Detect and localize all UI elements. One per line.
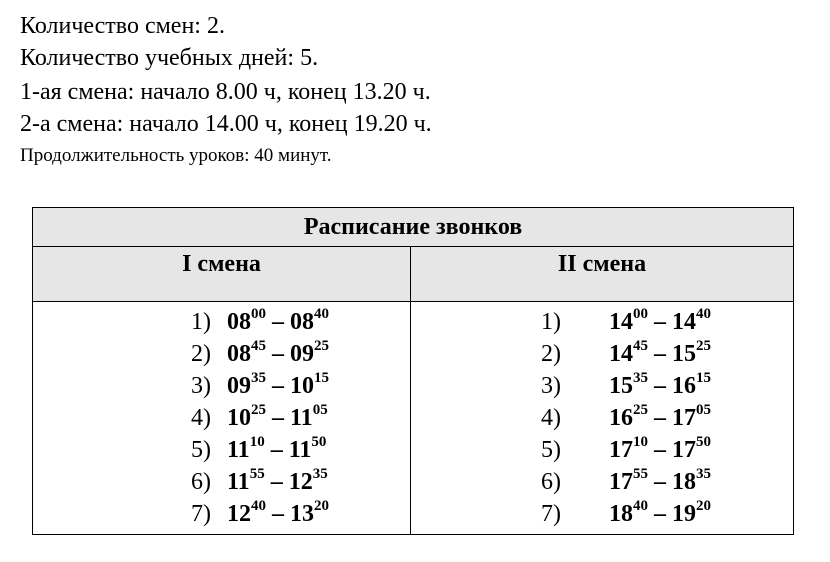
second-shift-hours-text: 2-а смена: начало 14.00 ч, конец 19.20 ч. bbox=[20, 111, 432, 137]
shift-count-text: Количество смен: 2. bbox=[20, 13, 225, 39]
end-hour: 09 bbox=[290, 341, 314, 367]
time-slot bbox=[33, 370, 410, 402]
start-hour: 11 bbox=[227, 437, 250, 463]
range-dash: – bbox=[272, 405, 284, 431]
start-minute: 40 bbox=[251, 498, 266, 514]
slot-number: 7) bbox=[191, 501, 211, 527]
end-hour: 08 bbox=[290, 309, 314, 335]
start-minute: 35 bbox=[251, 370, 266, 386]
slot-time-range bbox=[227, 370, 329, 399]
time-slot bbox=[33, 338, 410, 370]
end-minute: 50 bbox=[696, 434, 711, 450]
shift1-slot-list bbox=[33, 302, 411, 535]
end-minute: 15 bbox=[696, 370, 711, 386]
end-minute: 15 bbox=[314, 370, 329, 386]
slot-number: 3) bbox=[191, 373, 211, 399]
range-dash: – bbox=[654, 405, 666, 431]
start-hour: 17 bbox=[609, 469, 633, 495]
start-hour: 14 bbox=[609, 341, 633, 367]
slot-time-range bbox=[227, 338, 329, 367]
slot-number: 5) bbox=[191, 437, 211, 463]
school-days-text: Количество учебных дней: 5. bbox=[20, 45, 319, 71]
slot-time-range bbox=[609, 338, 711, 367]
time-slot bbox=[33, 402, 410, 434]
end-minute: 50 bbox=[311, 434, 327, 450]
table-title: Расписание звонков bbox=[33, 208, 794, 247]
end-hour: 10 bbox=[290, 373, 314, 399]
slot-time-range bbox=[227, 466, 328, 495]
end-minute: 05 bbox=[696, 402, 711, 418]
range-dash: – bbox=[654, 341, 666, 367]
start-minute: 45 bbox=[633, 338, 648, 354]
start-hour: 14 bbox=[609, 309, 633, 335]
start-hour: 08 bbox=[227, 341, 251, 367]
range-dash: – bbox=[654, 501, 666, 527]
slot-number: 1) bbox=[191, 309, 211, 335]
end-minute: 25 bbox=[696, 338, 711, 354]
end-hour: 11 bbox=[288, 437, 312, 463]
shift1-header: I смена bbox=[33, 247, 411, 302]
slot-time-range bbox=[609, 498, 711, 527]
slot-time-range bbox=[609, 466, 711, 495]
start-hour: 09 bbox=[227, 373, 251, 399]
time-slot bbox=[411, 370, 793, 402]
end-hour: 17 bbox=[672, 405, 696, 431]
range-dash: – bbox=[272, 309, 284, 335]
start-minute: 55 bbox=[249, 466, 265, 482]
schedule-row bbox=[33, 302, 794, 535]
end-hour: 18 bbox=[672, 469, 696, 495]
start-hour: 11 bbox=[227, 469, 250, 495]
start-minute: 10 bbox=[249, 434, 265, 450]
end-hour: 15 bbox=[672, 341, 696, 367]
start-minute: 25 bbox=[633, 402, 648, 418]
time-slot bbox=[411, 306, 793, 338]
start-hour: 10 bbox=[227, 405, 251, 431]
end-hour: 17 bbox=[672, 437, 696, 463]
time-slot bbox=[33, 498, 410, 530]
start-minute: 35 bbox=[633, 370, 648, 386]
shift-header-row bbox=[33, 247, 794, 302]
range-dash: – bbox=[654, 469, 666, 495]
end-minute: 40 bbox=[696, 306, 711, 322]
slot-time-range bbox=[227, 498, 329, 527]
range-dash: – bbox=[270, 437, 283, 463]
slot-number: 7) bbox=[541, 501, 561, 527]
start-minute: 45 bbox=[251, 338, 266, 354]
time-slot bbox=[411, 466, 793, 498]
end-hour: 12 bbox=[288, 469, 313, 495]
start-minute: 10 bbox=[633, 434, 648, 450]
time-slot bbox=[33, 434, 410, 466]
end-hour: 14 bbox=[672, 309, 696, 335]
slot-time-range bbox=[609, 402, 711, 431]
start-hour: 08 bbox=[227, 309, 251, 335]
end-hour: 19 bbox=[672, 501, 696, 527]
end-hour: 16 bbox=[672, 373, 696, 399]
lesson-duration-text: Продолжительность уроков: 40 минут. bbox=[20, 145, 332, 166]
end-minute: 20 bbox=[314, 498, 329, 514]
end-minute: 20 bbox=[696, 498, 711, 514]
time-slot bbox=[33, 306, 410, 338]
time-slot bbox=[411, 402, 793, 434]
start-hour: 16 bbox=[609, 405, 633, 431]
slot-number: 6) bbox=[541, 469, 561, 495]
slot-number: 2) bbox=[541, 341, 561, 367]
bell-schedule-table bbox=[32, 207, 794, 535]
shift2-slot-list bbox=[411, 302, 794, 535]
start-minute: 40 bbox=[633, 498, 648, 514]
first-shift-hours-text: 1-ая смена: начало 8.00 ч, конец 13.20 ч. bbox=[20, 79, 431, 105]
time-slot bbox=[411, 434, 793, 466]
start-hour: 15 bbox=[609, 373, 633, 399]
slot-number: 4) bbox=[541, 405, 561, 431]
start-hour: 12 bbox=[227, 501, 251, 527]
end-minute: 35 bbox=[696, 466, 711, 482]
end-minute: 35 bbox=[312, 466, 328, 482]
end-minute: 05 bbox=[312, 402, 328, 418]
slot-time-range bbox=[227, 402, 328, 431]
slot-time-range bbox=[609, 434, 711, 463]
time-slot bbox=[411, 338, 793, 370]
slot-number: 2) bbox=[191, 341, 211, 367]
range-dash: – bbox=[272, 501, 284, 527]
time-slot bbox=[33, 466, 410, 498]
slot-number: 3) bbox=[541, 373, 561, 399]
slot-number: 4) bbox=[191, 405, 211, 431]
slot-time-range bbox=[609, 370, 711, 399]
slot-number: 5) bbox=[541, 437, 561, 463]
range-dash: – bbox=[272, 341, 284, 367]
end-hour: 13 bbox=[290, 501, 314, 527]
start-hour: 17 bbox=[609, 437, 633, 463]
slot-time-range bbox=[609, 306, 711, 335]
range-dash: – bbox=[272, 373, 284, 399]
slot-number: 6) bbox=[191, 469, 211, 495]
start-hour: 18 bbox=[609, 501, 633, 527]
slot-time-range bbox=[227, 434, 327, 463]
slot-number: 1) bbox=[541, 309, 561, 335]
range-dash: – bbox=[654, 437, 666, 463]
table-title-row bbox=[33, 208, 794, 247]
time-slot bbox=[411, 498, 793, 530]
start-minute: 25 bbox=[251, 402, 266, 418]
range-dash: – bbox=[654, 309, 666, 335]
range-dash: – bbox=[270, 469, 283, 495]
end-hour: 11 bbox=[290, 405, 313, 431]
range-dash: – bbox=[654, 373, 666, 399]
start-minute: 00 bbox=[633, 306, 648, 322]
end-minute: 40 bbox=[314, 306, 329, 322]
slot-time-range bbox=[227, 306, 329, 335]
shift2-header: II смена bbox=[411, 247, 794, 302]
start-minute: 55 bbox=[633, 466, 648, 482]
end-minute: 25 bbox=[314, 338, 329, 354]
start-minute: 00 bbox=[251, 306, 266, 322]
